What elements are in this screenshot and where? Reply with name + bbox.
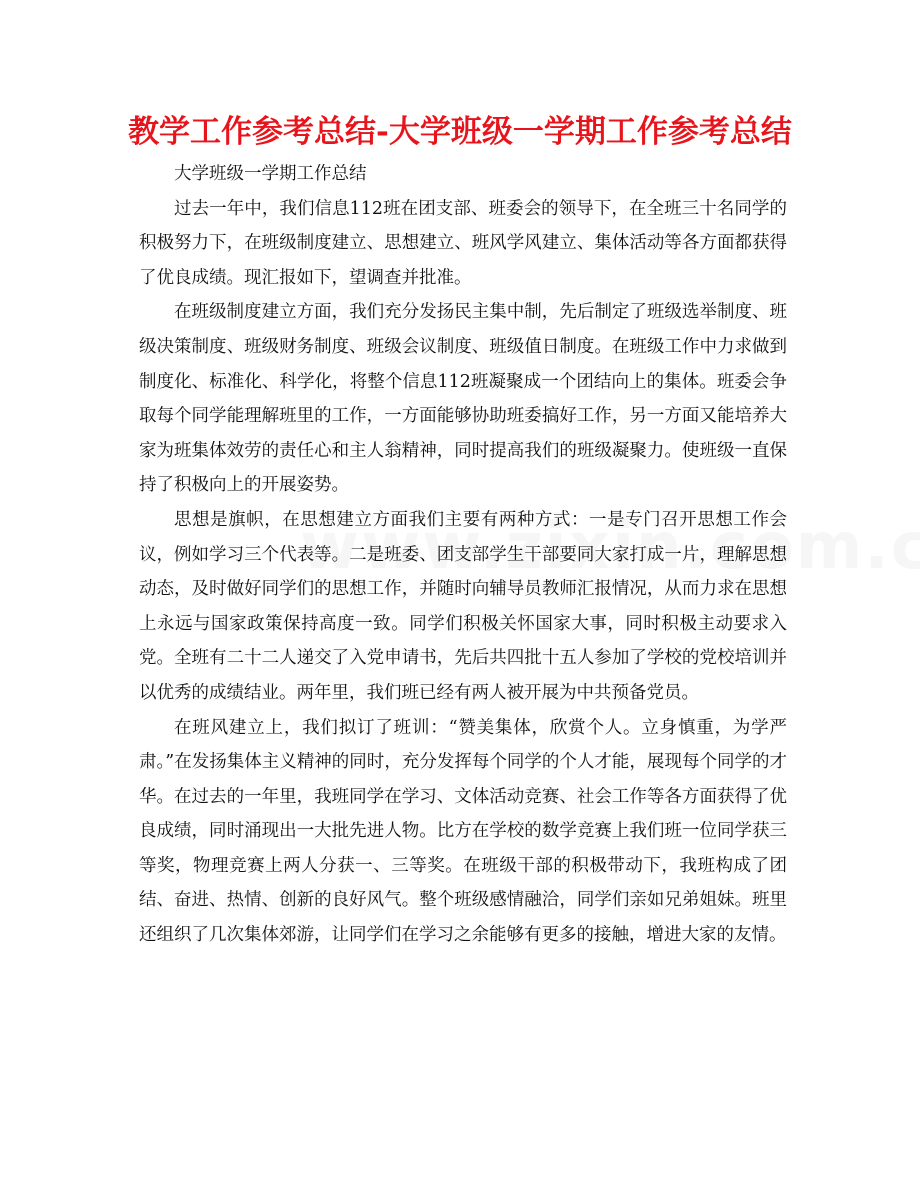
document-title: 教学工作参考总结-大学班级一学期工作参考总结 [128,114,792,150]
paragraph: 在班风建立上，我们拟订了班训：“赞美集体，欣赏个人。立身慎重，为学严肃。”在发扬集体主义精神的同时，充分发挥每个同学的个人才能，展现每个同学的才华。在过去的一年里，我班同学在学习、文体活动竞赛、社会工作等各方面获得了优良成绩，同时涌现出一大批先进人物。比方在学校的数学竞赛上我们班一位同学获三等奖，物理竞赛上两人分获一、三等奖。在班级干部的积极带动下，我班构成了团结、奋进、热情、创新的良好风气。整个班级感情融洽，同学们亲如兄弟姐妹。班里还组织了几次集体郊游，让同学们在学习之余能够有更多的接触，增进大家的友情。 [139,717,787,946]
paragraph: 过去一年中，我们信息112班在团支部、班委会的领导下，在全班三十名同学的积极努力下，在班级制度建立、思想建立、班风学风建立、集体活动等各方面都获得了优良成绩。现汇报如下，望调查并批准。 [139,198,787,288]
document-body [139,157,787,953]
paragraph: 思想是旗帜，在思想建立方面我们主要有两种方式：一是专门召开思想工作会议，例如学习三个代表等。二是班委、团支部学生干部要同大家打成一片，理解思想动态，及时做好同学们的思想工作，并随时向辅导员教师汇报情况，从而力求在思想上永远与国家政策保持高度一致。同学们积极关怀国家大事，同时积极主动要求入党。全班有二十二人递交了入党申请书，先后共四批十五人参加了学校的党校培训并以优秀的成绩结业。两年里，我们班已经有两人被开展为中共预备党员。 [139,509,787,703]
document-subtitle: 大学班级一学期工作总结 [174,164,367,184]
paragraph: 在班级制度建立方面，我们充分发扬民主集中制，先后制定了班级选举制度、班级决策制度、班级财务制度、班级会议制度、班级值日制度。在班级工作中力求做到制度化、标准化、科学化，将整个信息112班凝聚成一个团结向上的集体。班委会争取每个同学能理解班里的工作，一方面能够协助班委搞好工作，另一方面又能培养大家为班集体效劳的责任心和主人翁精神，同时提高我们的班级凝聚力。使班级一直保持了积极向上的开展姿势。 [139,302,787,496]
